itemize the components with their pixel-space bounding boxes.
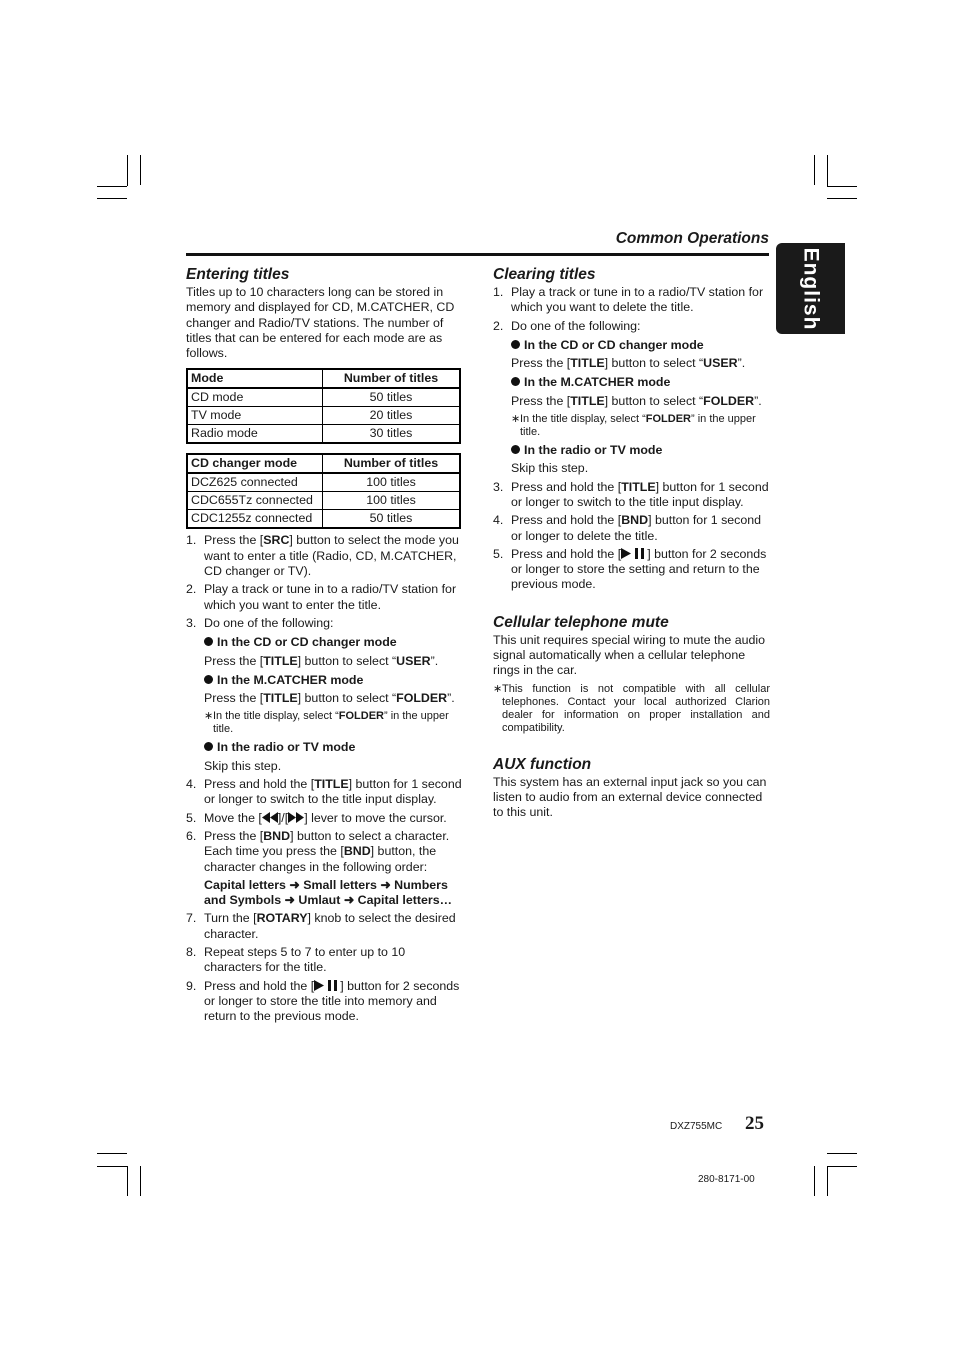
folder-note: ∗ In the title display, select “FOLDER” in the upper title. [204,710,449,736]
mode-heading-cd: In the CD or CD changer mode [204,635,462,650]
entering-step-9: 9. Press and hold the [ ] button for 2 seconds or longer to store the title into memory and return to the previous mode. [186,978,460,1024]
folder-note: ∗ In the title display, select “FOLDER” in the upper title. [511,413,756,439]
bullet-icon [511,445,520,454]
bullet-icon [204,637,213,646]
mode-heading-mcatcher: In the M.CATCHER mode [204,673,462,688]
cellular-note: ∗ This function is not compatible with all cellular telephones. Contact your local authorized Clarion dealer for information on proper installation and compatibility. [493,682,770,734]
table-row [187,473,460,492]
table-row [187,407,460,425]
table-cell: CDC655Tz connected [187,492,323,510]
mode-instruction-radio: Skip this step. [511,461,589,476]
clearing-step-5: 5. Press and hold the [ ] button for 2 seconds or longer to store the setting and return to the previous mode. [493,546,767,592]
clearing-step-2: 2. Do one of the following: [493,318,641,333]
mode-heading-cd: In the CD or CD changer mode [511,338,770,353]
clearing-titles-heading: Clearing titles [493,266,596,283]
mode-instruction-mcatcher: Press the [TITLE] button to select “FOLDER”. [204,691,455,706]
clearing-step-1: 1. Play a track or tune in to a radio/TV station for which you want to delete the title. [493,285,764,315]
mode-instruction-mcatcher: Press the [TITLE] button to select “FOLDER”. [511,393,762,408]
table-cell: 20 titles [323,407,461,425]
play-pause-icon [621,548,647,559]
entering-step-1: 1. Press the [SRC] button to select the mode you want to enter a title (Radio, CD, M.CATCHER, CD changer or TV). [186,533,459,579]
entering-intro: Titles up to 10 characters long can be stored in memory and displayed for CD, M.CATCHER, CD changer and Radio/TV stations. The number of titles that can be entered for each mode are as follows. [186,285,455,361]
table-header: CD changer mode [187,454,323,473]
right-column [493,265,770,821]
table-cell: CD mode [187,388,323,407]
table-cell: Radio mode [187,425,323,444]
document-code: 280-8171-00 [698,1174,755,1185]
mode-instruction-cd: Press the [TITLE] button to select “USER”. [511,356,746,371]
bullet-icon [511,340,520,349]
cellular-text: This unit requires special wiring to mute the audio signal automatically when a cellular telephone rings in the car. [493,632,766,678]
language-tab [776,243,845,334]
entering-step-3: 3. Do one of the following: [186,615,334,630]
table-row [187,388,460,407]
entering-step-6: 6. Press the [BND] button to select a character. Each time you press the [BND] button, the character changes in the following order: [186,828,450,874]
table-row [187,425,460,444]
bullet-icon [204,742,213,751]
entering-step-2: 2. Play a track or tune in to a radio/TV station for which you want to enter the title. [186,582,457,612]
header-rule [186,253,769,256]
entering-step-7: 7. Turn the [ROTARY] knob to select the desired character. [186,911,456,941]
table-cell: 50 titles [323,388,461,407]
entering-step-8: 8. Repeat steps 5 to 7 to enter up to 10 characters for the title. [186,945,406,975]
mode-instruction-cd: Press the [TITLE] button to select “USER”. [204,653,439,668]
mode-heading-radio: In the radio or TV mode [204,740,462,755]
entering-step-5: 5. Move the [ ]/[ ] lever to move the cursor. [186,810,447,825]
clearing-step-3: 3. Press and hold the [TITLE] button for 1 second or longer to switch to the title input display. [493,479,769,509]
page-number: 25 [745,1113,764,1134]
section-header: Common Operations [615,230,769,247]
entering-titles-heading: Entering titles [186,266,290,283]
prev-track-icon [262,812,278,823]
table-header: Number of titles [323,454,461,473]
bullet-icon [204,675,213,684]
table-cell: 100 titles [323,473,461,492]
table-cell: 30 titles [323,425,461,444]
mode-heading-radio: In the radio or TV mode [511,443,770,458]
bullet-icon [511,377,520,386]
left-column [186,265,462,1025]
model-number: DXZ755MC [670,1121,723,1132]
mode-instruction-radio: Skip this step. [204,758,282,773]
table-header: Mode [187,369,323,388]
table-cell: DCZ625 connected [187,473,323,492]
table-cell: TV mode [187,407,323,425]
cellular-mute-heading: Cellular telephone mute [493,613,669,631]
table-cell: CDC1255z connected [187,510,323,529]
table-row [187,510,460,529]
table-cell: 100 titles [323,492,461,510]
character-order: Capital letters ➜ Small letters ➜ Numbers and Symbols ➜ Umlaut ➜ Capital letters… [204,877,452,908]
mode-heading-mcatcher: In the M.CATCHER mode [511,375,770,390]
aux-text: This system has an external input jack so you can listen to audio from an external device connected to this unit. [493,774,767,820]
language-tab-label: English [799,247,823,330]
aux-function-heading: AUX function [493,755,592,773]
play-pause-icon [314,980,340,991]
table-row [187,492,460,510]
mode-table [186,368,461,444]
table-header: Number of titles [323,369,461,388]
clearing-step-4: 4. Press and hold the [BND] button for 1 second or longer to delete the title. [493,513,762,543]
cd-changer-table [186,453,461,529]
next-track-icon [288,812,304,823]
entering-step-4: 4. Press and hold the [TITLE] button for 1 second or longer to switch to the title input display. [186,777,462,807]
table-cell: 50 titles [323,510,461,529]
